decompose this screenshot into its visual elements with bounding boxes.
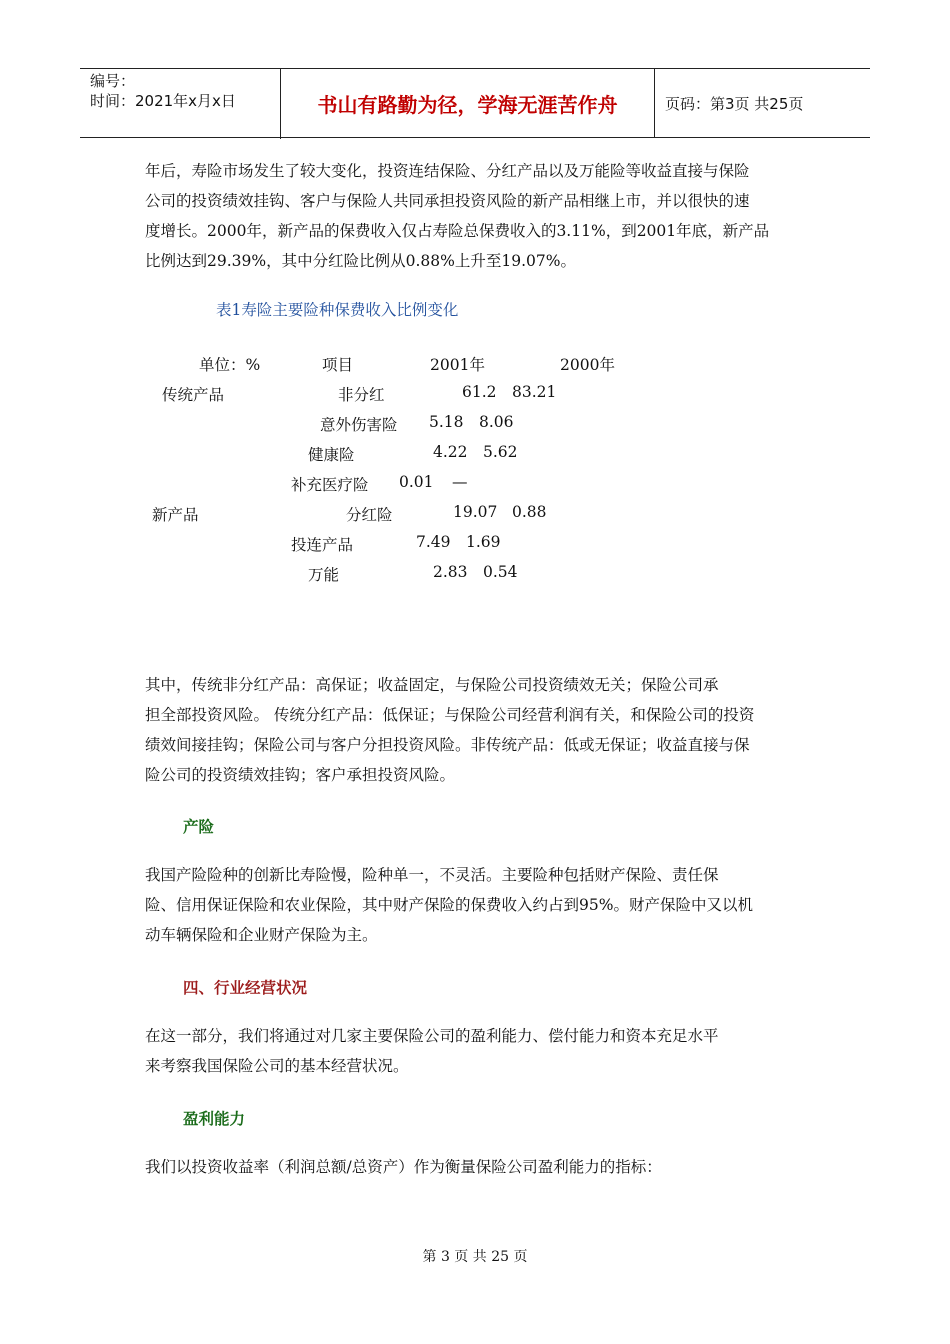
table-caption: 表1寿险主要险种保费收入比例变化	[216, 301, 459, 319]
text-line: 险、信用保证保险和农业保险，其中财产保险的保费收入约占到95%。财产保险中又以机	[145, 896, 753, 914]
number-label: 编号：	[90, 72, 136, 90]
text-line: 我国产险险种的创新比寿险慢，险种单一，不灵活。主要险种包括财产保险、责任保	[145, 866, 719, 884]
page-footer: 第 3 页 共 25 页	[422, 1249, 528, 1265]
heading-profitability: 盈利能力	[183, 1110, 246, 1128]
text-line: 度增长。2000年，新产品的保费收入仅占寿险总保费收入的3.11%，到2001年底，新产品	[145, 222, 770, 240]
row-value-2001: 4.22	[433, 443, 468, 461]
section4-paragraph	[145, 1021, 810, 1081]
row-value-2000: 83.21	[512, 383, 557, 401]
row-item: 万能	[308, 566, 340, 584]
text-line: 绩效间接挂钩；保险公司与客户分担投资风险。非传统产品：低或无保证；收益直接与保	[145, 736, 750, 754]
heading-property-insurance: 产险	[183, 818, 215, 836]
text-line: 我们以投资收益率（利润总额/总资产）作为衡量保险公司盈利能力的指标：	[145, 1158, 662, 1176]
group-new: 新产品	[152, 506, 199, 524]
row-value-2000: 8.06	[479, 413, 514, 431]
page-header	[80, 68, 870, 138]
row-item: 分红险	[346, 506, 393, 524]
row-item: 非分红	[338, 386, 385, 404]
row-value-2001: 5.18	[429, 413, 464, 431]
property-paragraph	[145, 860, 810, 950]
header-meta	[80, 69, 281, 139]
products-paragraph	[145, 670, 810, 790]
header-motto: 书山有路勤为径，学海无涯苦作舟	[281, 69, 655, 137]
text-line: 公司的投资绩效挂钩、客户与保险人共同承担投资风险的新产品相继上市，并以很快的速	[145, 192, 750, 210]
row-value-2001: 7.49	[416, 533, 451, 551]
row-value-2000: 0.54	[483, 563, 518, 581]
row-item: 投连产品	[291, 536, 354, 554]
text-line: 来考察我国保险公司的基本经营状况。	[145, 1057, 409, 1075]
text-line: 动车辆保险和企业财产保险为主。	[145, 926, 378, 944]
row-value-2000: —	[452, 473, 468, 491]
text-line: 在这一部分，我们将通过对几家主要保险公司的盈利能力、偿付能力和资本充足水平	[145, 1027, 719, 1045]
row-value-2000: 5.62	[483, 443, 518, 461]
row-value-2001: 2.83	[433, 563, 468, 581]
text-line: 其中，传统非分红产品：高保证；收益固定，与保险公司投资绩效无关；保险公司承	[145, 676, 719, 694]
group-traditional: 传统产品	[162, 386, 225, 404]
row-item: 意外伤害险	[320, 416, 398, 434]
row-item: 健康险	[308, 446, 355, 464]
table-header-2001: 2001年	[430, 356, 485, 374]
heading-section-4: 四、行业经营状况	[183, 979, 308, 997]
row-value-2000: 1.69	[466, 533, 501, 551]
text-line: 年后，寿险市场发生了较大变化，投资连结保险、分红产品以及万能险等收益直接与保险	[145, 162, 750, 180]
text-line: 担全部投资风险。 传统分红产品：低保证；与保险公司经营利润有关，和保险公司的投资	[145, 706, 755, 724]
table-unit: 单位：%	[199, 356, 261, 374]
table-header-item: 项目	[322, 356, 354, 374]
row-value-2001: 0.01	[399, 473, 434, 491]
date-label: 时间：2021年x月x日	[90, 92, 236, 110]
profit-paragraph	[145, 1152, 810, 1182]
row-value-2001: 61.2	[462, 383, 497, 401]
table-header-2000: 2000年	[560, 356, 615, 374]
text-line: 险公司的投资绩效挂钩；客户承担投资风险。	[145, 766, 456, 784]
row-value-2001: 19.07	[453, 503, 498, 521]
text-line: 比例达到29.39%，其中分红险比例从0.88%上升至19.07%。	[145, 252, 576, 270]
intro-paragraph	[145, 156, 810, 276]
row-value-2000: 0.88	[512, 503, 547, 521]
header-page-info: 页码：第3页 共25页	[665, 94, 804, 113]
row-item: 补充医疗险	[291, 476, 369, 494]
